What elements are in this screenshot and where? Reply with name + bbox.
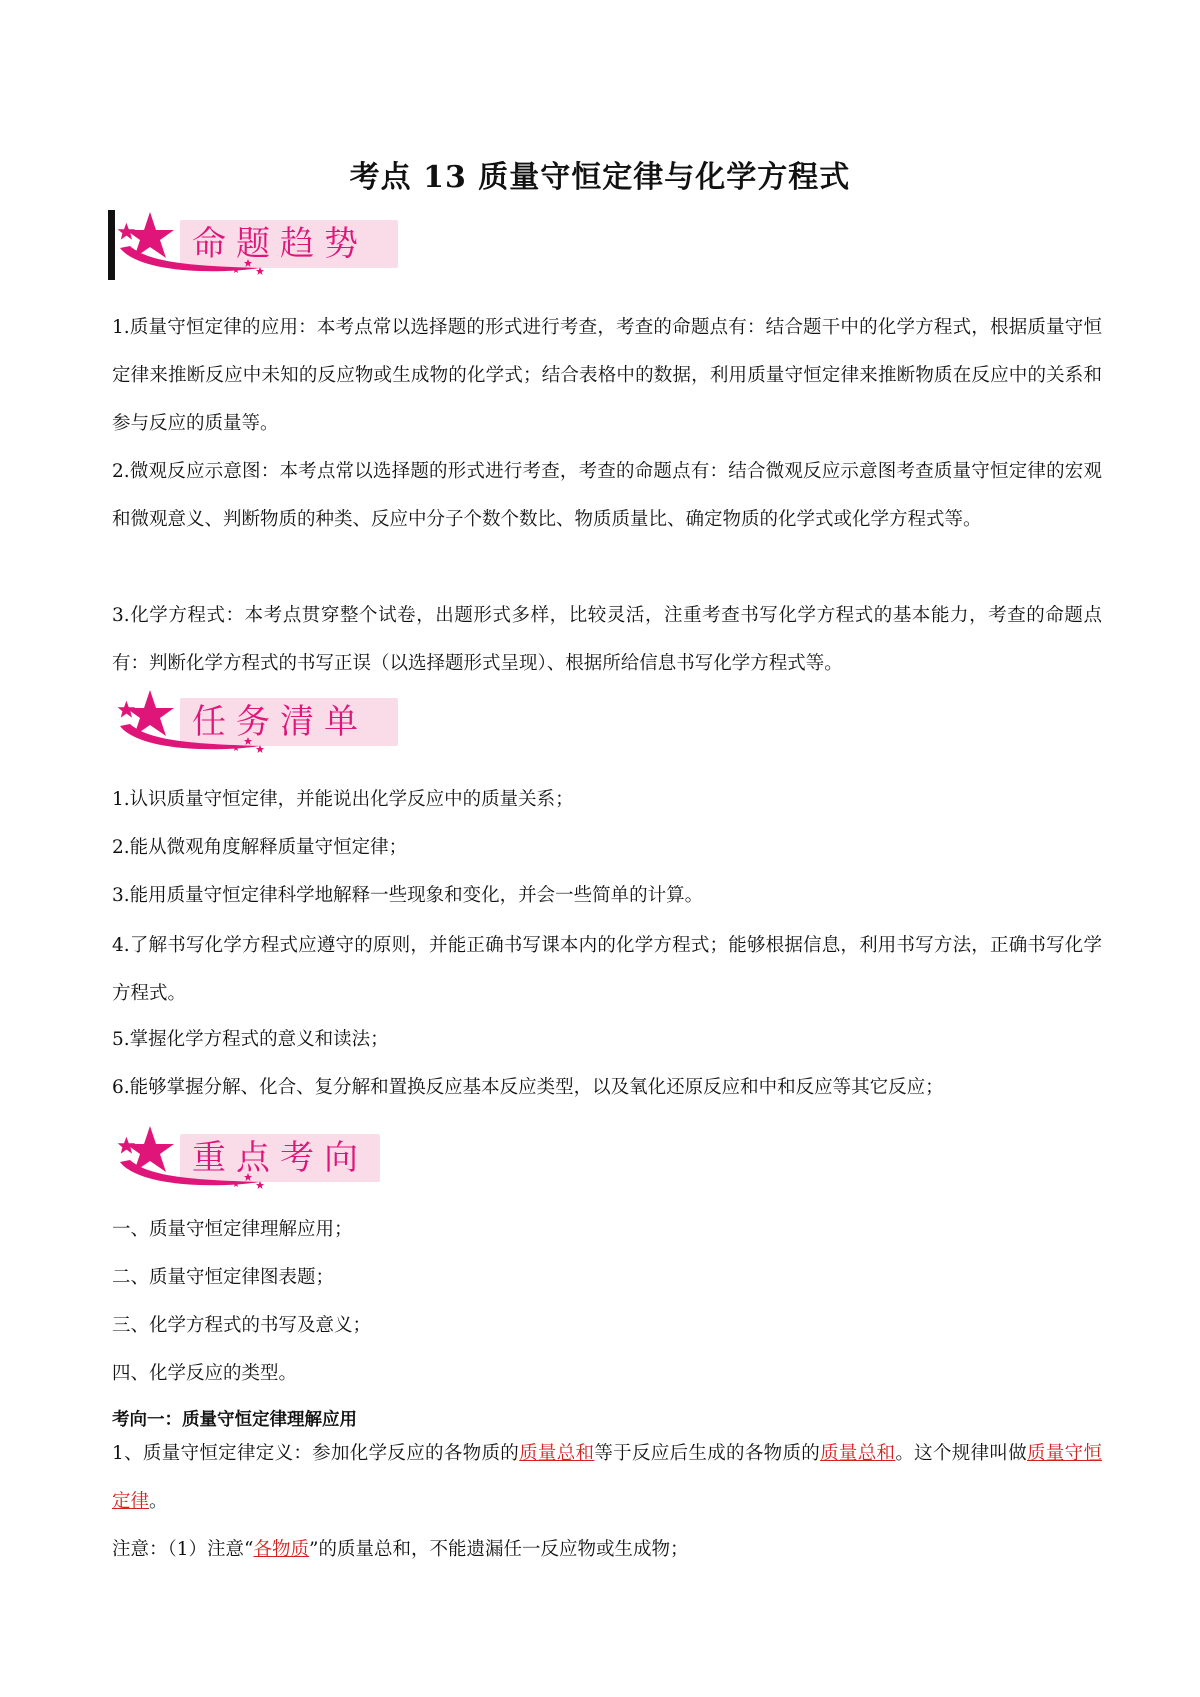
section-banner-tasks [110,686,400,766]
focus-item-2: 二、质量守恒定律图表题； [112,1267,335,1288]
page-title: 考点 13 质量守恒定律与化学方程式 [349,160,851,195]
task-item-5: 5.掌握化学方程式的意义和读法； [112,1029,389,1050]
direction-heading: 考向一：质量守恒定律理解应用 [112,1410,357,1430]
key-term: 质量总和 [820,1443,896,1464]
section-banner-focus [110,1122,400,1202]
trend-item-1: 1.质量守恒定律的应用：本考点常以选择题的形式进行考查，考查的命题点有：结合题干中的化学方程式，根据质量守恒定律来推断反应中未知的反应物或生成物的化学式；结合表格中的数据，利用质量守恒定律来推断物质在反应中的关系和参与反应的质量等。 [112,317,1102,434]
trend-item-3: 3.化学方程式：本考点贯穿整个试卷，出题形式多样，比较灵活，注重考查书写化学方程式的基本能力，考查的命题点有：判断化学方程式的书写正误（以选择题形式呈现）、根据所给信息书写化学方程式等。 [112,605,1102,674]
task-item-2: 2.能从微观角度解释质量守恒定律； [112,837,408,858]
focus-item-4: 四、化学反应的类型。 [112,1363,298,1384]
key-term: 质量总和 [519,1443,595,1464]
task-item-4: 4.了解书写化学方程式应遵守的原则，并能正确书写课本内的化学方程式；能够根据信息，利用书写方法，正确书写化学方程式。 [112,935,1102,1004]
focus-item-3: 三、化学方程式的书写及意义； [112,1315,372,1336]
task-item-6: 6.能够掌握分解、化合、复分解和置换反应基本反应类型，以及氧化还原反应和中和反应等其它反应； [112,1077,944,1098]
definition-text: 等于反应后生成的各物质的 [594,1443,821,1464]
focus-item-1: 一、质量守恒定律理解应用； [112,1219,353,1240]
task-item-1: 1.认识质量守恒定律，并能说出化学反应中的质量关系； [112,789,574,810]
banner-label: 命题趋势 [192,224,368,264]
note-line [112,1536,688,1564]
note-text: 注意：（1）注意“ [112,1539,254,1560]
definition-paragraph [112,1430,1102,1526]
banner-label: 重点考向 [192,1138,368,1178]
key-term: 各物质 [253,1539,309,1560]
trend-item-2: 2.微观反应示意图：本考点常以选择题的形式进行考查，考查的命题点有：结合微观反应示意图考查质量守恒定律的宏观和微观意义、判断物质的种类、反应中分子个数个数比、物质质量比、确定物质的化学式或化学方程式等。 [112,461,1102,530]
definition-text: 1、质量守恒定律定义：参加化学反应的各物质的 [112,1443,520,1464]
task-item-3: 3.能用质量守恒定律科学地解释一些现象和变化，并会一些简单的计算。 [112,885,704,906]
definition-text: 。这个规律叫做 [895,1443,1028,1464]
key-term: 质量守恒定律 [112,1443,1102,1512]
definition-text: 。 [149,1491,168,1512]
banner-label: 任务清单 [192,702,368,742]
note-text: ”的质量总和，不能遗漏任一反应物或生成物； [309,1539,689,1560]
section-banner-trend [110,208,400,288]
